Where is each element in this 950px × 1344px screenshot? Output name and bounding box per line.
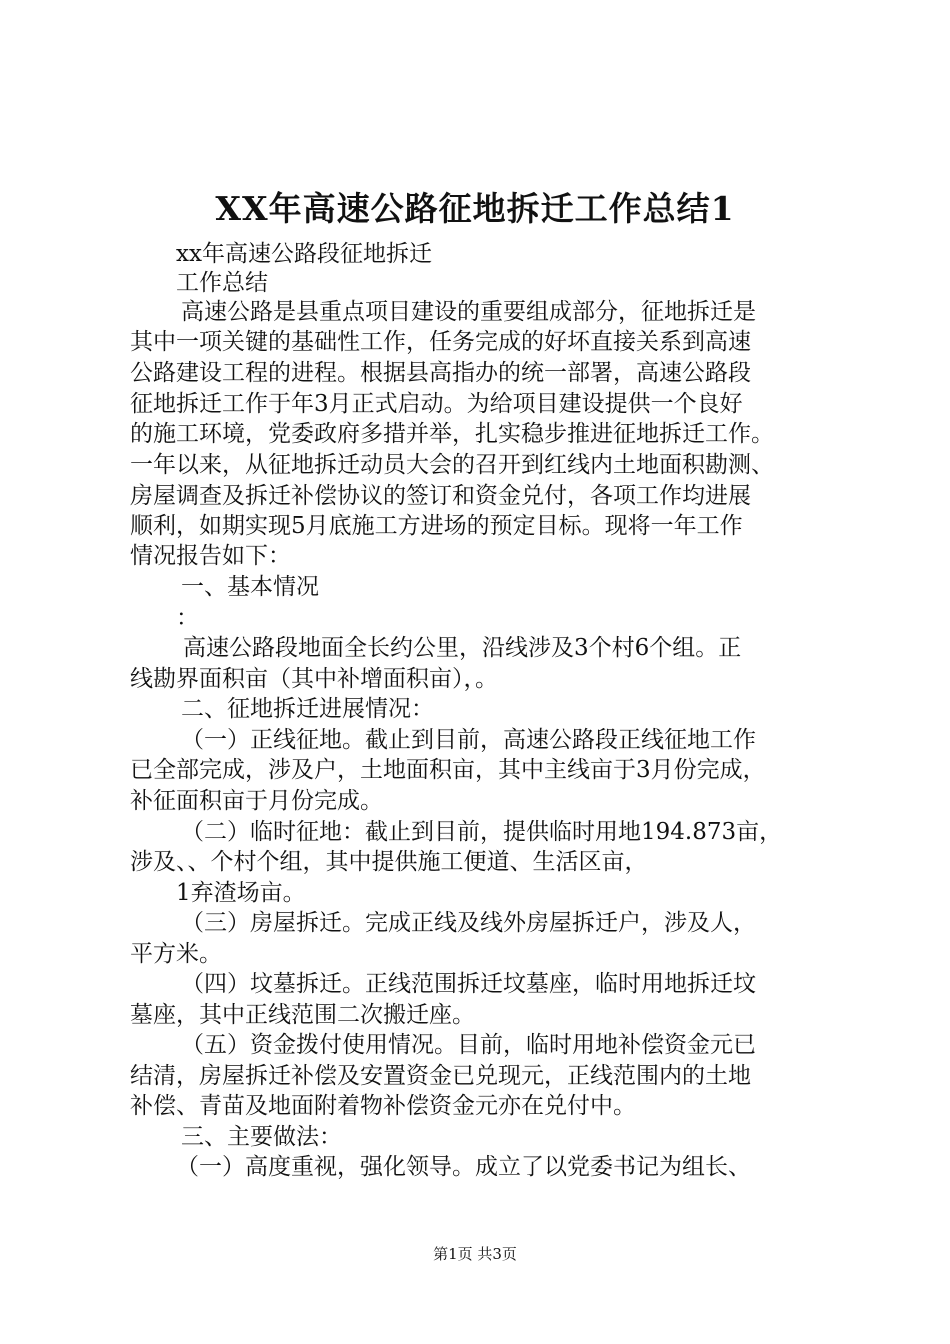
body-line: 征地拆迁工作于年3月正式启动。为给项目建设提供一个良好	[130, 391, 743, 417]
body-line: 线勘界面积亩（其中补增面积亩），。	[130, 666, 498, 692]
body-line: （三）房屋拆迁。完成正线及线外房屋拆迁户，涉及人，	[181, 910, 756, 936]
body-line: 高速公路段地面全长约公里，沿线涉及3个村6个组。正	[183, 635, 742, 661]
body-line: 公路建设工程的进程。根据县高指办的统一部署，高速公路段	[130, 360, 751, 386]
body-line: （四）坟墓拆迁。正线范围拆迁坟墓座，临时用地拆迁坟	[181, 971, 756, 997]
body-line: 情况报告如下：	[130, 543, 291, 569]
body-line: 已全部完成，涉及户，土地面积亩，其中主线亩于3月份完成，	[130, 757, 766, 783]
document-title: XX年高速公路征地拆迁工作总结1	[215, 189, 735, 228]
body-line: 墓座，其中正线范围二次搬迁座。	[130, 1002, 475, 1028]
page-number-footer: 第1页 共3页	[433, 1245, 517, 1263]
body-line: （二）临时征地：截止到目前，提供临时用地194.873亩，	[181, 819, 783, 845]
body-line: （五）资金拨付使用情况。目前，临时用地补偿资金元已	[181, 1032, 756, 1058]
body-line: 补征面积亩于月份完成。	[130, 788, 383, 814]
body-line: （一）高度重视，强化领导。成立了以党委书记为组长、	[176, 1154, 751, 1180]
body-line: （一）正线征地。截止到目前，高速公路段正线征地工作	[181, 727, 756, 753]
body-line: 1弃渣场亩。	[176, 880, 306, 906]
body-line: 补偿、青苗及地面附着物补偿资金元亦在兑付中。	[130, 1093, 636, 1119]
body-line: 房屋调查及拆迁补偿协议的签订和资金兑付，各项工作均进展	[130, 483, 751, 509]
body-line: 平方米。	[130, 941, 222, 967]
body-line: 工作总结	[176, 270, 268, 296]
body-line: 其中一项关键的基础性工作，任务完成的好坏直接关系到高速	[130, 329, 751, 355]
body-line: xx年高速公路段征地拆迁	[176, 241, 432, 267]
body-line: ：	[176, 605, 199, 631]
section-heading: 二、征地拆迁进展情况：	[181, 696, 434, 722]
section-heading: 一、基本情况	[181, 574, 319, 600]
body-line: 高速公路是县重点项目建设的重要组成部分，征地拆迁是	[181, 299, 756, 325]
body-line: 的施工环境，党委政府多措并举，扎实稳步推进征地拆迁工作。	[130, 421, 774, 447]
section-heading: 三、主要做法：	[181, 1124, 342, 1150]
body-line: 涉及、、个村个组，其中提供施工便道、生活区亩，	[130, 849, 648, 875]
body-line: 结清，房屋拆迁补偿及安置资金已兑现元，正线范围内的土地	[130, 1063, 751, 1089]
body-line: 顺利，如期实现5月底施工方进场的预定目标。现将一年工作	[130, 513, 743, 539]
body-line: 一年以来，从征地拆迁动员大会的召开到红线内土地面积勘测、	[130, 452, 774, 478]
